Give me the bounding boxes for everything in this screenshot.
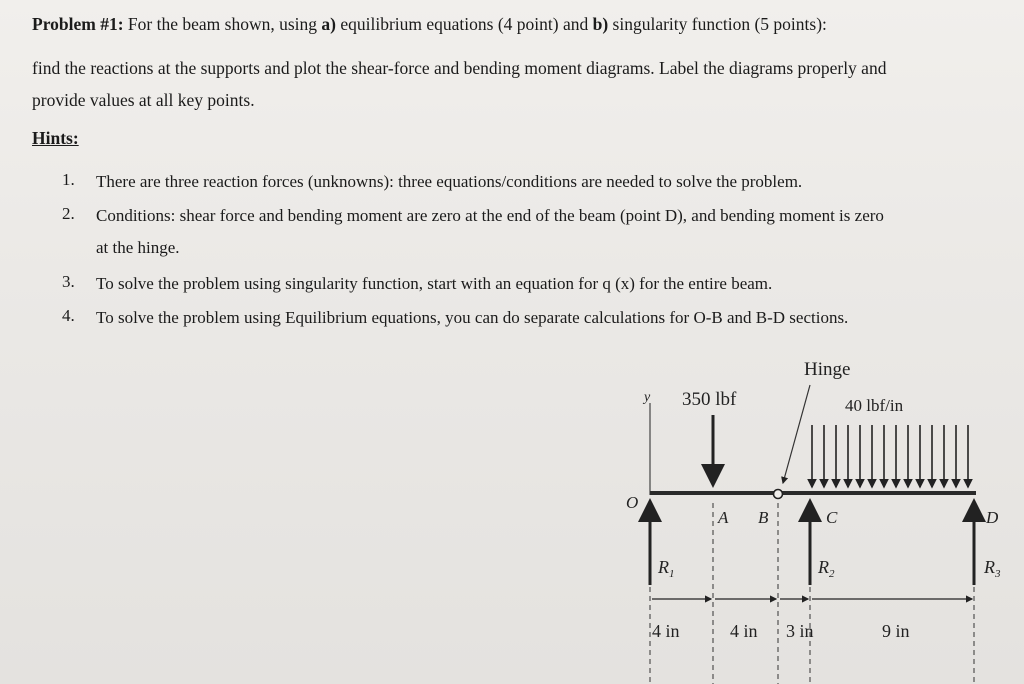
reaction-r2-label: $R_2$ [818,557,835,580]
point-b-label: B [758,508,769,527]
hint-number: 4. [62,306,75,325]
problem-statement-line-2: find the reactions at the supports and plot the shear-force and bending moment diagrams. Label the diagrams properly and [32,58,887,78]
point-o-label: O [626,493,639,512]
hint-number: 2. [62,204,75,223]
hint-number: 1. [62,170,75,189]
hints-heading: Hints: [32,128,79,148]
point-load-label: 350 lbf [682,389,737,410]
hint-text: To solve the problem using Equilibrium equations, you can do separate calculations for O-B and B-D sections. [96,308,849,327]
problem-statement-line-1 [32,14,827,35]
hinge-label: Hinge [804,359,851,380]
problem-intro: For the beam shown, using [123,14,322,34]
hint-text: Conditions: shear force and bending moment are zero at the end of the beam (point D), and bending moment is zero [96,206,884,225]
dimension-label-cd: 9 in [882,621,910,641]
part-b-text: singularity function (5 points): [608,14,827,34]
hint-number: 3. [62,272,75,291]
hint-text: To solve the problem using singularity function, start with an equation for q (x) for the entire beam. [96,274,773,293]
point-a-label: A [718,508,729,527]
hint-text: at the hinge. [96,238,180,257]
problem-statement-line-3: provide values at all key points. [32,90,255,110]
hinge-pointer-arrow [783,385,810,483]
extension-lines [650,503,974,684]
point-c-label: C [826,508,838,527]
hint-text: There are three reaction forces (unknowns): three equations/conditions are needed to solve the problem. [96,172,803,191]
part-a-text: equilibrium equations (4 point) and [335,14,593,34]
problem-label: Problem #1: [32,14,124,34]
beam-diagram [600,345,1024,684]
hinge-circle [774,490,783,499]
reaction-r3-label: $R_3$ [984,557,1001,580]
point-d-label: D [986,508,999,527]
reaction-r1-label: $R_1$ [658,557,675,580]
dimension-label-oa: 4 in [652,621,680,641]
part-b-label: b) [592,14,609,34]
distributed-load-label: 40 lbf/in [845,396,904,415]
dimension-label-ab: 4 in [730,621,758,641]
part-a-label: a) [321,14,336,34]
distributed-load-arrows [812,425,968,487]
y-axis-label: y [644,390,651,405]
dimension-label-bc: 3 in [786,621,814,641]
